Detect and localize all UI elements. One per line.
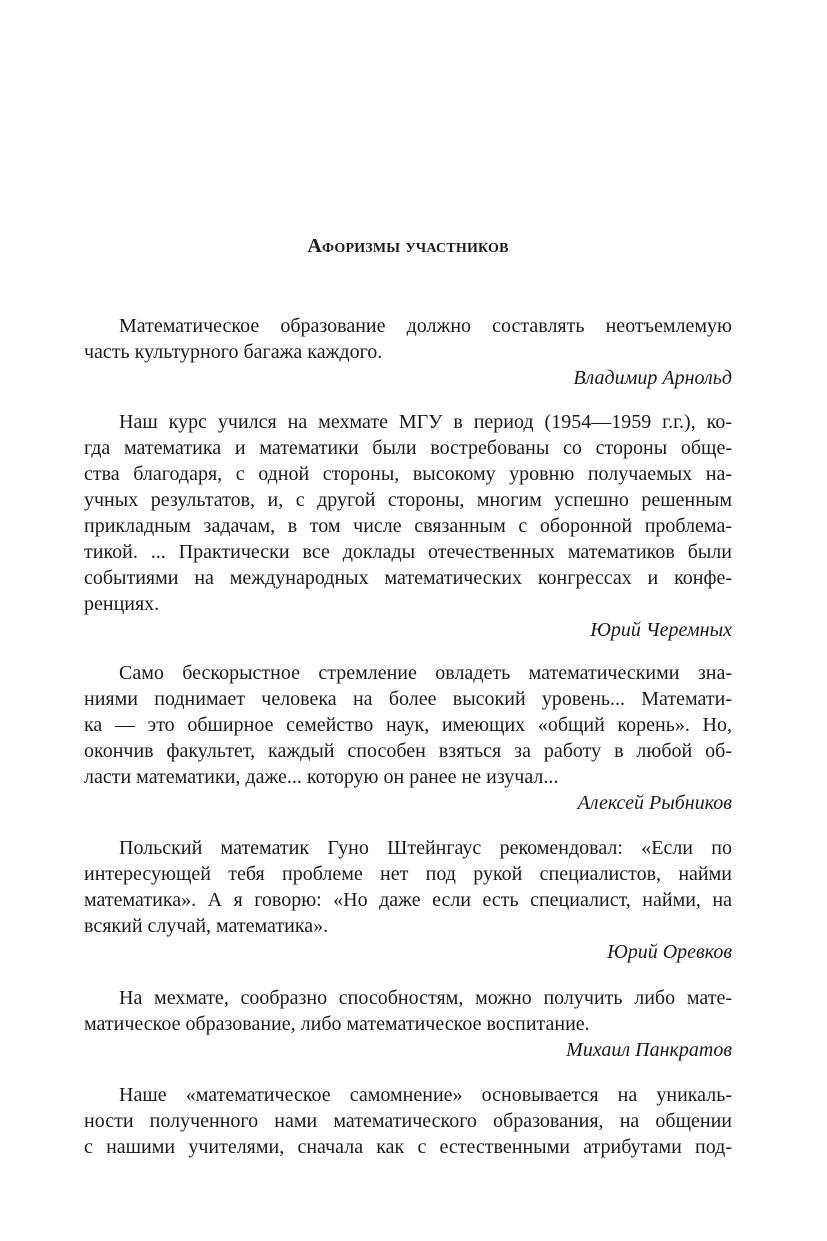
quote-line: гда математика и математики были востребованы со стороны обще- [84, 437, 732, 459]
aphorism-quote [84, 985, 732, 1037]
quote-line: ренциях. [84, 593, 160, 615]
aphorism-author: Алексей Рыбников [577, 792, 732, 814]
quote-line: Математическое образование должно составлять неотъемлемую [119, 315, 732, 337]
aphorism-entry [84, 313, 732, 391]
quote-line: Наше «математическое самомнение» основывается на уникаль- [119, 1084, 732, 1106]
quote-line: учных результатов, и, с другой стороны, многим успешно решенным [84, 489, 732, 511]
aphorism-quote [84, 660, 732, 790]
aphorism-author: Владимир Арнольд [573, 367, 732, 389]
aphorism-quote [84, 1082, 732, 1160]
quote-line: прикладным задачам, в том числе связанным с оборонной проблема- [84, 515, 732, 537]
aphorism-entry [84, 1082, 732, 1160]
page-title: Афоризмы участников [307, 235, 509, 257]
aphorism-quote [84, 409, 732, 617]
quote-line: интересующей тебя проблеме нет под рукой специалистов, найми [84, 863, 732, 885]
aphorism-author: Юрий Оревков [607, 941, 732, 963]
quote-line: Польский математик Гуно Штейнгаус рекомендовал: «Если по [119, 837, 732, 859]
quote-line: с нашими учителями, сначала как с естественными атрибутами под- [84, 1136, 732, 1158]
quote-line: На мехмате, сообразно способностям, можно получить либо мате- [119, 987, 732, 1009]
aphorism-author: Михаил Панкратов [566, 1039, 732, 1061]
aphorism-quote [84, 313, 732, 365]
quote-line: событиями на международных математических конгрессах и конфе- [84, 567, 732, 589]
quote-line: часть культурного багажа каждого. [84, 341, 383, 363]
quote-line: ства благодаря, с одной стороны, высокому уровню получаемых на- [84, 463, 732, 485]
aphorism-entry [84, 660, 732, 816]
quote-line: матическое образование, либо математическое воспитание. [84, 1013, 590, 1035]
quote-line: Само бескорыстное стремление овладеть математическими зна- [119, 662, 732, 684]
quote-line: всякий случай, математика». [84, 915, 329, 937]
quote-line: ка — это обширное семейство наук, имеющих «общий корень». Но, [84, 714, 732, 736]
quote-line: ласти математики, даже... которую он ранее не изучал... [84, 766, 559, 788]
quote-line: окончив факультет, каждый способен взяться за работу в любой об- [84, 740, 732, 762]
aphorism-entry [84, 409, 732, 643]
aphorism-quote [84, 835, 732, 939]
aphorism-entry [84, 835, 732, 965]
quote-line: тикой. ... Практически все доклады отечественных математиков были [84, 541, 732, 563]
quote-line: математика». А я говорю: «Но даже если есть специалист, найми, на [84, 889, 732, 911]
aphorism-entry [84, 985, 732, 1063]
quote-line: ниями поднимает человека на более высокий уровень... Математи- [84, 688, 732, 710]
quote-line: Наш курс учился на мехмате МГУ в период (1954—1959 г.г.), ко- [119, 411, 732, 433]
quote-line: ности полученного нами математического образования, на общении [84, 1110, 732, 1132]
aphorism-author: Юрий Черемных [590, 619, 732, 641]
